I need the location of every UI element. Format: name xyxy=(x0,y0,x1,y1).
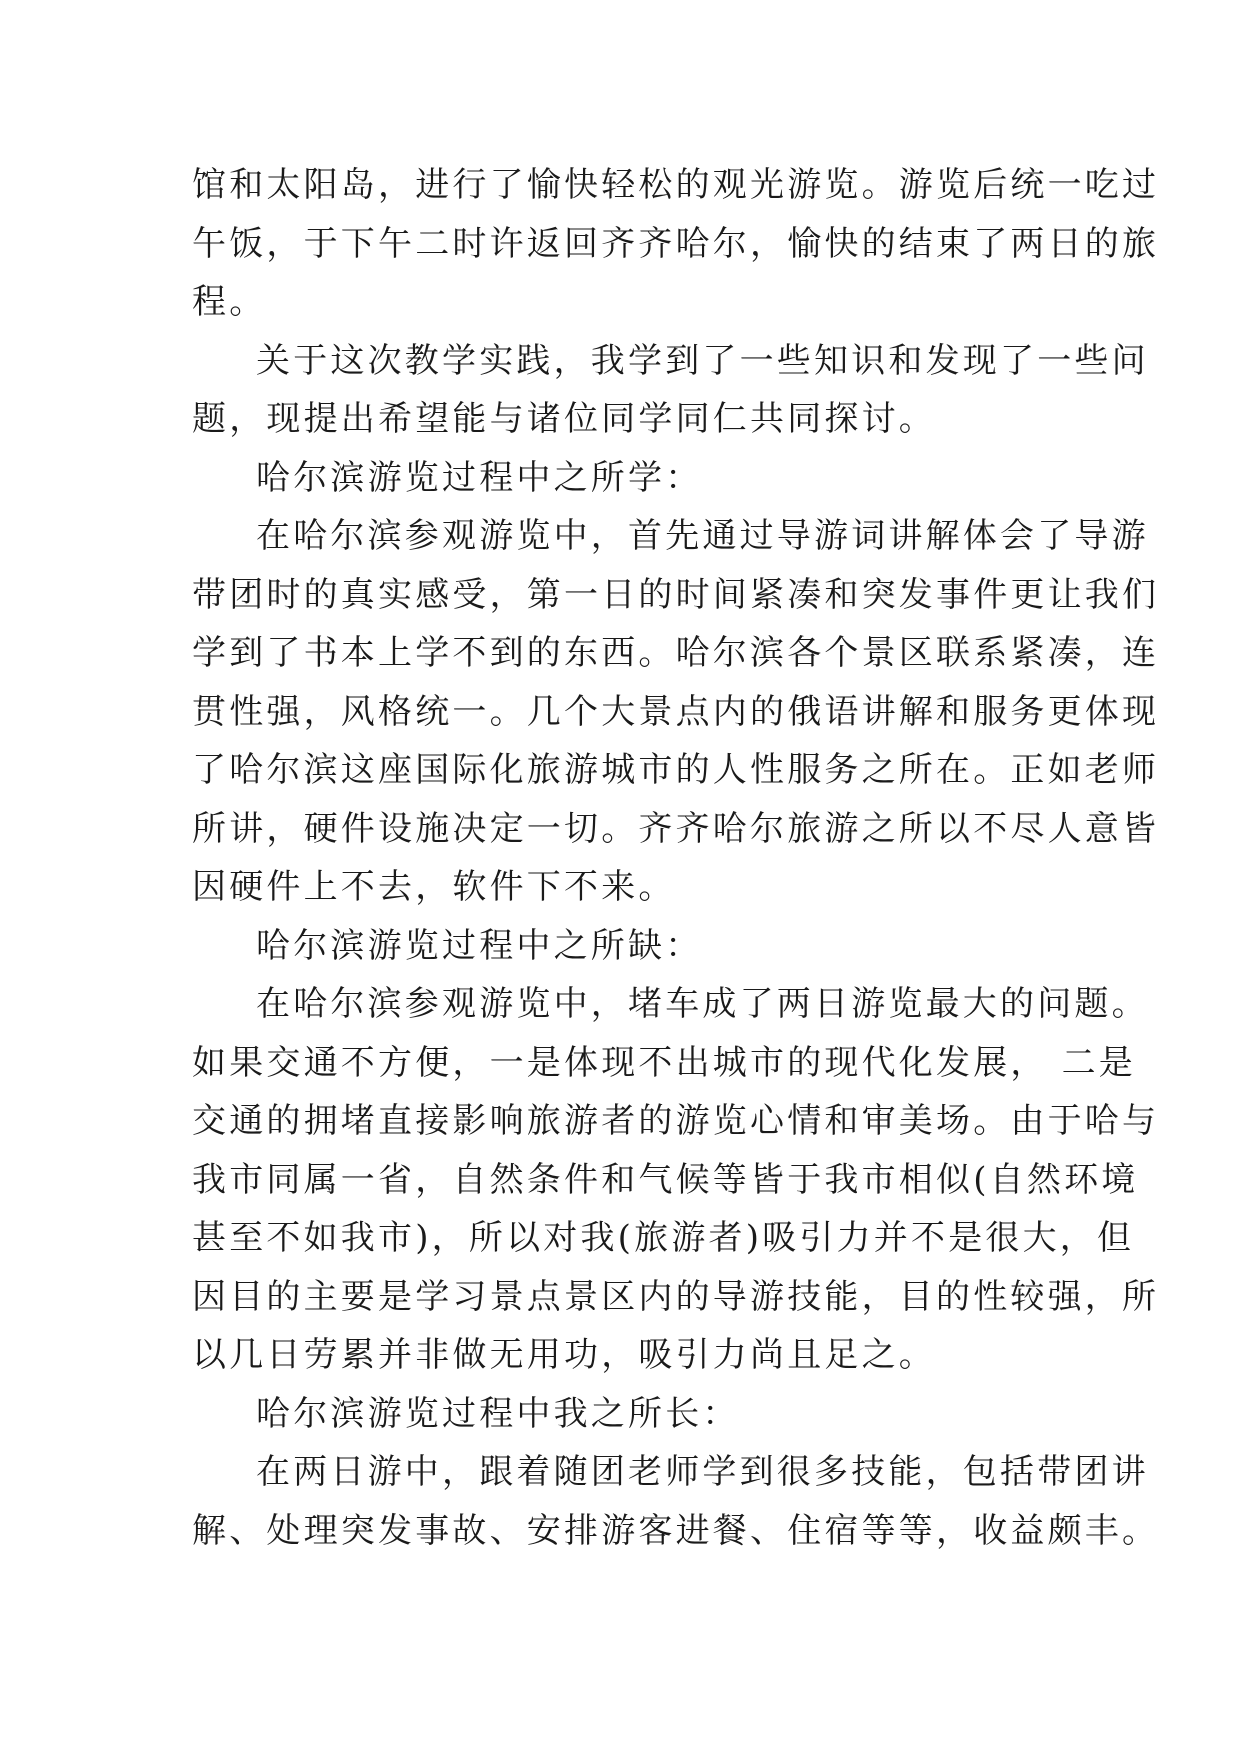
text-line: 了哈尔滨这座国际化旅游城市的人性服务之所在。正如老师 xyxy=(192,750,1160,790)
text-line: 解、处理突发事故、安排游客进餐、住宿等等，收益颇丰。 xyxy=(192,1510,1160,1551)
section-heading: 哈尔滨游览过程中之所学： xyxy=(256,457,703,498)
text-line: 因目的主要是学习景点景区内的导游技能，目的性较强，所 xyxy=(192,1276,1160,1317)
body-text xyxy=(192,156,1160,1560)
text-line: 所讲，硬件设施决定一切。齐齐哈尔旅游之所以不尽人意皆 xyxy=(192,808,1160,849)
text-line: 带团时的真实感受，第一日的时间紧凑和突发事件更让我们 xyxy=(192,574,1160,615)
text-line: 馆和太阳岛，进行了愉快轻松的观光游览。游览后统一吃过 xyxy=(192,165,1160,205)
text-line: 午饭，于下午二时许返回齐齐哈尔，愉快的结束了两日的旅 xyxy=(192,223,1160,264)
text-line: 题，现提出希望能与诸位同学同仁共同探讨。 xyxy=(192,399,936,439)
text-line: 如果交通不方便，一是体现不出城市的现代化发展， 二是 xyxy=(192,1042,1137,1083)
text-line: 甚至不如我市)，所以对我(旅游者)吸引力并不是很大，但 xyxy=(192,1218,1135,1258)
text-line: 以几日劳累并非做无用功，吸引力尚且足之。 xyxy=(192,1335,936,1375)
text-line: 贯性强，风格统一。几个大景点内的俄语讲解和服务更体现 xyxy=(192,691,1160,732)
paragraph-start: 在哈尔滨参观游览中，首先通过导游词讲解体会了导游 xyxy=(256,516,1149,556)
text-line: 学到了书本上学不到的东西。哈尔滨各个景区联系紧凑，连 xyxy=(192,633,1160,673)
paragraph-start: 在哈尔滨参观游览中，堵车成了两日游览最大的问题。 xyxy=(256,984,1149,1024)
section-heading: 哈尔滨游览过程中我之所长： xyxy=(256,1393,740,1434)
section-heading: 哈尔滨游览过程中之所缺： xyxy=(256,925,703,966)
text-line: 因硬件上不去，软件下不来。 xyxy=(192,867,676,907)
text-line: 程。 xyxy=(192,282,267,322)
paragraph-start: 在两日游中，跟着随团老师学到很多技能，包括带团讲 xyxy=(256,1452,1149,1492)
text-line: 我市同属一省，自然条件和气候等皆于我市相似(自然环境 xyxy=(192,1159,1139,1200)
paragraph-start: 关于这次教学实践，我学到了一些知识和发现了一些问 xyxy=(256,340,1149,381)
text-line: 交通的拥堵直接影响旅游者的游览心情和审美场。由于哈与 xyxy=(192,1101,1160,1141)
